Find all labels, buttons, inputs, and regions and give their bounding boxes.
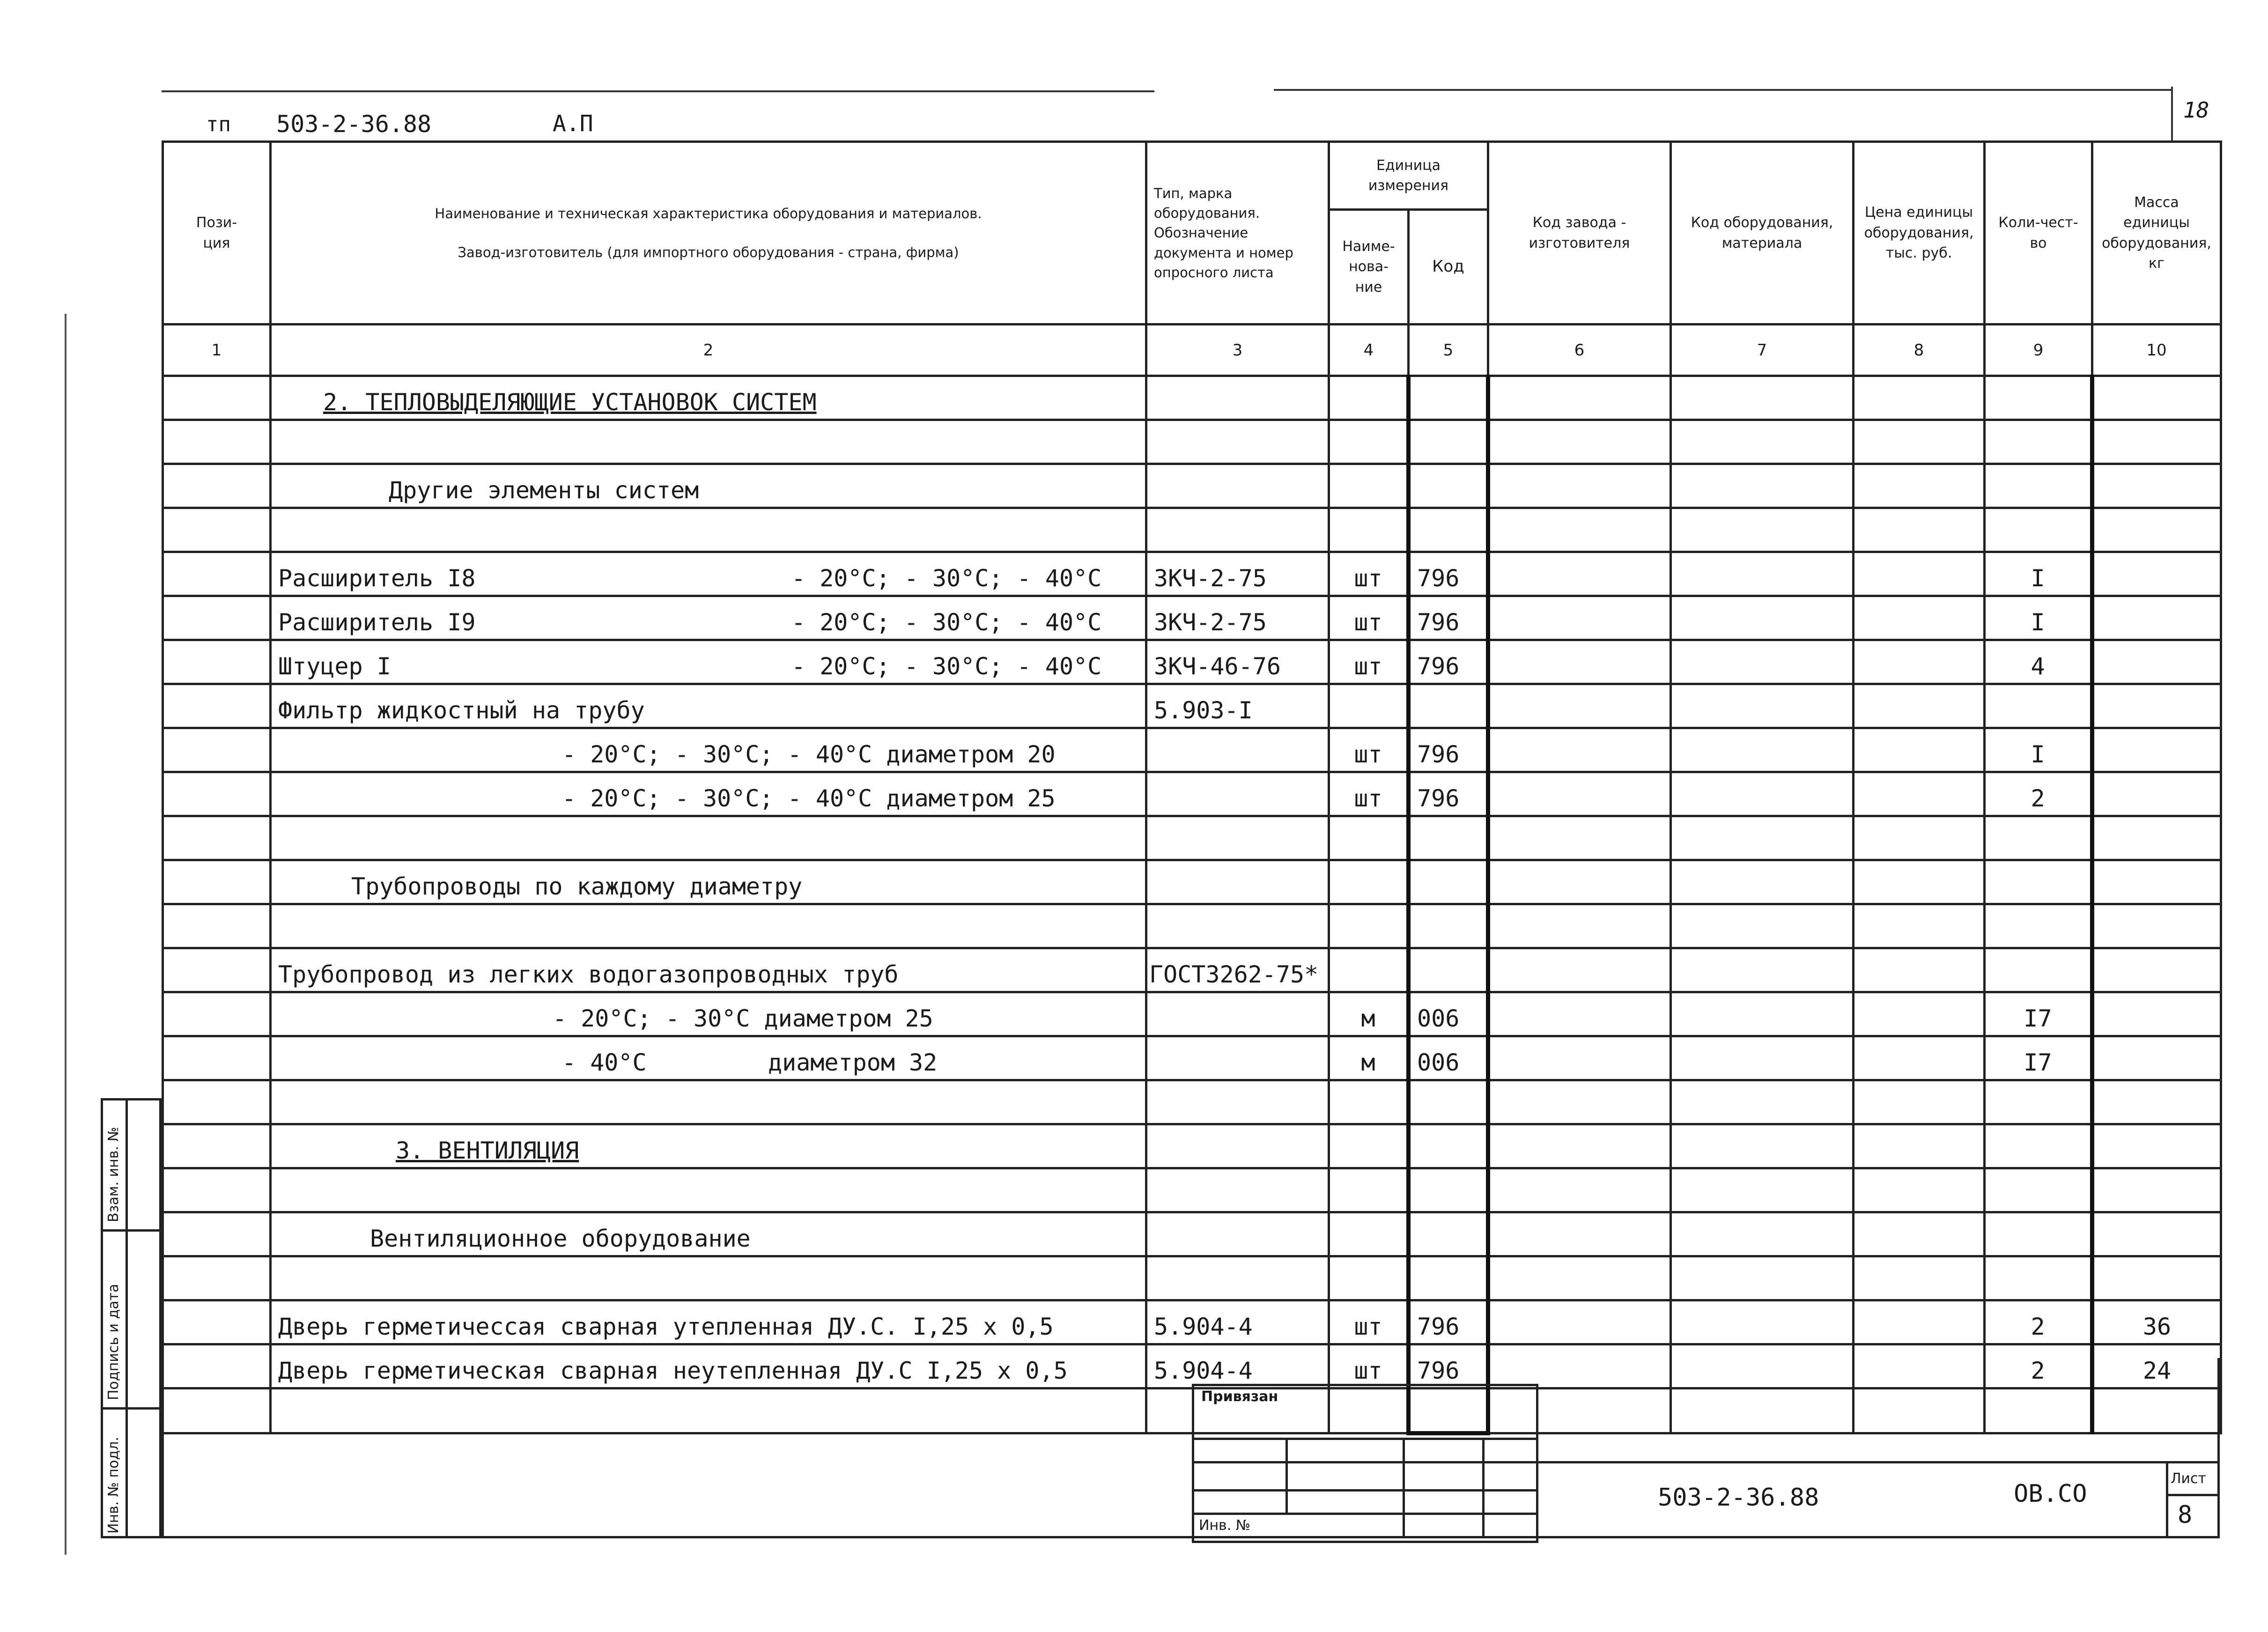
table-row — [163, 640, 2221, 684]
header-price: Цена единицы оборудования, тыс. руб. — [1854, 142, 1985, 325]
table-row — [163, 552, 2221, 596]
project-code: 503-2-36.88 — [276, 111, 432, 138]
stamp-col — [1285, 1438, 1288, 1513]
table-row — [163, 464, 2221, 508]
table-row — [163, 420, 2221, 464]
item-name: Фильтр жидкостный на трубу — [271, 684, 1146, 728]
col-number: 2 — [271, 325, 1146, 376]
table-row — [163, 1124, 2221, 1168]
item-type: ЗКЧ-46-76 — [1146, 640, 1329, 684]
side-label-inv: Инв. № подл. — [105, 1437, 122, 1534]
stamp-line — [1192, 1513, 1538, 1515]
item-quantity: I — [1985, 596, 2092, 640]
item-quantity: 2 — [1985, 772, 2092, 816]
col-number: 5 — [1409, 325, 1488, 376]
table-row — [163, 992, 2221, 1036]
table-row — [163, 1168, 2221, 1212]
stamp-inv-no: Инв. № — [1199, 1517, 1251, 1534]
item-type: 5.904-4 — [1146, 1300, 1329, 1344]
item-unit-code: 796 — [1409, 552, 1488, 596]
table-row — [163, 684, 2221, 728]
item-quantity: I7 — [1985, 992, 2092, 1036]
header-quantity: Коли-чест-во — [1985, 142, 2092, 325]
table-row — [163, 904, 2221, 948]
bottom-frame — [162, 1358, 2220, 1538]
table-row — [163, 728, 2221, 772]
item-unit-code: 796 — [1409, 728, 1488, 772]
header-name: Наименование и техническая характеристика оборудования и материалов. Завод-изготовитель (для импортного оборудования - страна, фирма) — [271, 142, 1146, 325]
side-divider — [101, 1407, 162, 1410]
item-type: ГОСТ3262-75* — [1146, 948, 1329, 992]
item-unit-code: 796 — [1409, 1344, 1488, 1388]
col-number: 7 — [1671, 325, 1854, 376]
item-quantity: 4 — [1985, 640, 2092, 684]
item-variant: - 40°С диаметром 32 — [271, 1036, 1146, 1080]
header-position: Пози- ция — [163, 142, 271, 325]
specification-sheet — [162, 140, 2220, 1538]
header-type: Тип, марка оборудования. Обозначение документа и номер опросного листа — [1146, 142, 1329, 325]
col-number: 3 — [1146, 325, 1329, 376]
col-number: 8 — [1854, 325, 1985, 376]
header-equipment-code: Код оборудования, материала — [1671, 142, 1854, 325]
item-mass: 36 — [2092, 1300, 2221, 1344]
titleblock-mark: ОВ.СО — [2014, 1480, 2087, 1508]
series-label: тп — [206, 112, 231, 136]
header-mass: Масса единицы оборудования, кг — [2092, 142, 2221, 325]
header-unit-name: Наиме-нова-ние — [1329, 210, 1409, 325]
item-name: Дверь герметичесcая сварная утепленная ДУ.С. I,25 х 0,5 — [271, 1300, 1146, 1344]
item-name: Расширитель I8 - 20°С; - 30°С; - 40°С — [271, 552, 1146, 596]
side-label-podpis: Подпись и дата — [105, 1284, 122, 1400]
top-border-right — [1274, 89, 2173, 91]
table-row — [163, 816, 2221, 860]
stamp-line — [1192, 1461, 1538, 1463]
stamp-line — [1192, 1489, 1538, 1492]
table-row — [163, 1036, 2221, 1080]
header-unit-group: Единица измерения — [1329, 142, 1488, 210]
header-unit-code: Код — [1409, 210, 1488, 325]
frame-right-line — [2171, 87, 2173, 143]
section-title: 2. ТЕПЛОВЫДЕЛЯЮЩИЕ УСТАНОВОК СИСТЕМ — [271, 376, 1146, 420]
item-unit: м — [1329, 1036, 1409, 1080]
sheet-label: Лист — [2171, 1470, 2207, 1487]
col-number: 6 — [1488, 325, 1671, 376]
stamp-privyazan: Привязан — [1201, 1388, 1278, 1405]
titleblock-line — [1534, 1461, 2220, 1463]
item-unit-code: 796 — [1409, 1300, 1488, 1344]
col-number: 1 — [163, 325, 271, 376]
item-unit-code: 006 — [1409, 1036, 1488, 1080]
item-quantity: I7 — [1985, 1036, 2092, 1080]
item-unit: шт — [1329, 1300, 1409, 1344]
table-row — [163, 596, 2221, 640]
item-variant: - 20°С; - 30°С диаметром 25 — [271, 992, 1146, 1036]
table-row — [163, 860, 2221, 904]
section-title: 3. ВЕНТИЛЯЦИЯ — [271, 1124, 1146, 1168]
item-name: Расширитель I9 - 20°С; - 30°С; - 40°С — [271, 596, 1146, 640]
side-label-vzam: Взам. инв. № — [105, 1127, 122, 1222]
binding-margin-line — [65, 314, 66, 1555]
item-mass: 24 — [2092, 1344, 2221, 1388]
col-number: 4 — [1329, 325, 1409, 376]
table-row — [163, 376, 2221, 420]
item-name: Дверь герметическая сварная неутепленная ДУ.С I,25 х 0,5 — [271, 1344, 1146, 1388]
item-unit: шт — [1329, 640, 1409, 684]
subsection-title: Вентиляционное оборудование — [271, 1212, 1146, 1256]
top-border-left — [162, 90, 1154, 92]
stamp-col — [1403, 1438, 1405, 1538]
stamp-col — [1482, 1438, 1485, 1538]
item-type: 5.903-I — [1146, 684, 1329, 728]
item-quantity: I — [1985, 552, 2092, 596]
item-unit: м — [1329, 992, 1409, 1036]
side-divider — [101, 1229, 162, 1232]
sheet-box-divider — [2166, 1494, 2220, 1496]
table-row — [163, 508, 2221, 552]
item-type: ЗКЧ-2-75 — [1146, 596, 1329, 640]
table-row — [163, 1256, 2221, 1300]
table-row — [163, 1080, 2221, 1124]
item-unit-code: 796 — [1409, 596, 1488, 640]
item-unit-code: 796 — [1409, 772, 1488, 816]
col-number: 9 — [1985, 325, 2092, 376]
header-factory-code: Код завода - изготовителя — [1488, 142, 1671, 325]
album-label: А.П — [553, 111, 593, 137]
table-row — [163, 1212, 2221, 1256]
item-unit-code: 006 — [1409, 992, 1488, 1036]
item-name: Трубопровод из легких водогазопроводных труб — [271, 948, 1146, 992]
subsection-title: Другие элементы систем — [271, 464, 1146, 508]
table-row — [163, 772, 2221, 816]
item-quantity: I — [1985, 728, 2092, 772]
item-quantity: 2 — [1985, 1344, 2092, 1388]
item-unit: шт — [1329, 596, 1409, 640]
item-type: 5.904-4 — [1146, 1344, 1329, 1388]
col-number: 10 — [2092, 325, 2221, 376]
item-unit: шт — [1329, 728, 1409, 772]
item-quantity: 2 — [1985, 1300, 2092, 1344]
table-row — [163, 1300, 2221, 1344]
corner-sheet-number: 18 — [2183, 97, 2209, 123]
item-unit-code: 796 — [1409, 640, 1488, 684]
table-row — [163, 948, 2221, 992]
subsection-title: Трубопроводы по каждому диаметру — [271, 860, 1146, 904]
item-name: Штуцер I - 20°С; - 30°С; - 40°С — [271, 640, 1146, 684]
item-unit: шт — [1329, 1344, 1409, 1388]
item-type: ЗКЧ-2-75 — [1146, 552, 1329, 596]
specification-table — [162, 140, 2222, 1435]
sheet-number: 8 — [2178, 1501, 2193, 1529]
item-unit: шт — [1329, 772, 1409, 816]
stamp-line — [1192, 1438, 1538, 1440]
item-variant: - 20°С; - 30°С; - 40°С диаметром 25 — [271, 772, 1146, 816]
item-variant: - 20°С; - 30°С; - 40°С диаметром 20 — [271, 728, 1146, 772]
titleblock-doc-code: 503-2-36.88 — [1658, 1484, 1819, 1512]
side-col-divider — [126, 1098, 128, 1538]
item-unit: шт — [1329, 552, 1409, 596]
